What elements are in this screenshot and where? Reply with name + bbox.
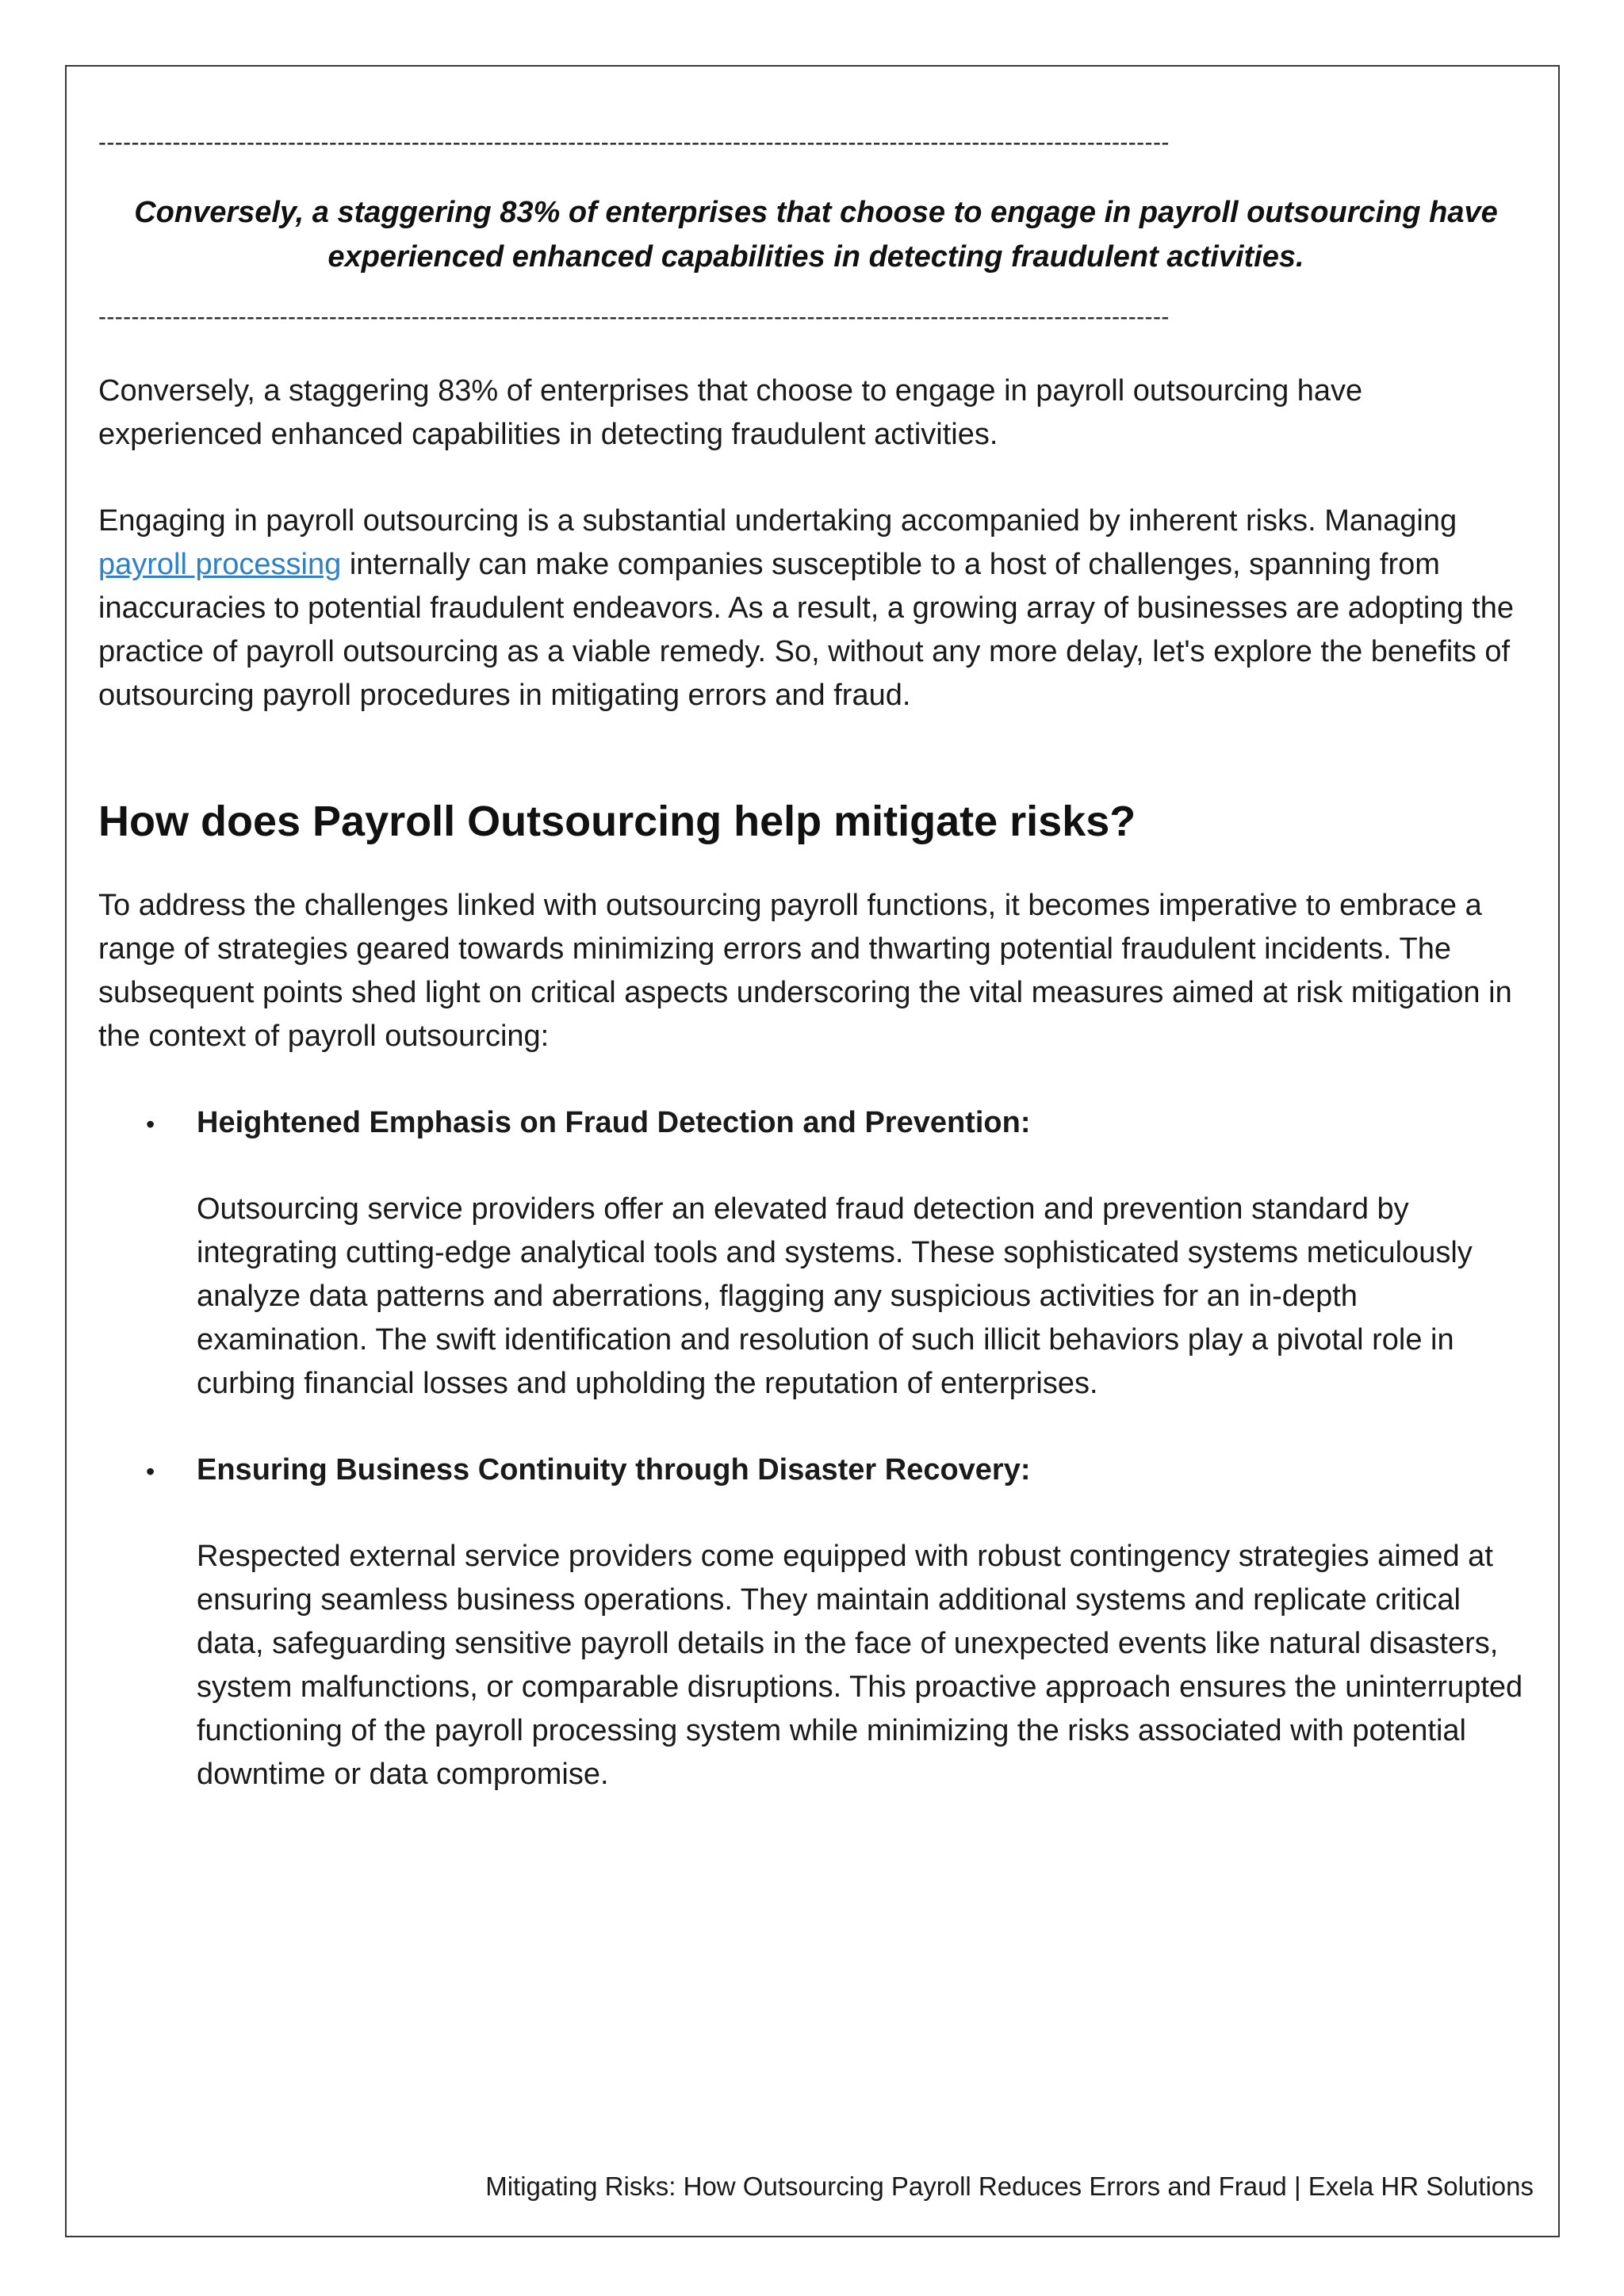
section-intro-paragraph: To address the challenges linked with outsourcing payroll functions, it becomes imperative to embrace a range of strategies geared towards minimizing errors and thwarting potential fraudulent incidents. The subsequent points shed light on critical aspects underscoring the vital measures aimed at risk mitigation in the context of payroll outsourcing: (98, 889, 1512, 1053)
risk-paragraph-text-after: internally can make companies susceptible to a host of challenges, spanning from inaccuracies to potential fraudulent endeavors. As a result, a growing array of businesses are adopting the practice of payroll outsourcing as a viable remedy. So, without any more delay, let's explore the benefits of outsourcing payroll procedures in mitigating errors and fraud. (98, 548, 1514, 712)
list-item (98, 1448, 1534, 1797)
list-item (98, 1101, 1534, 1406)
key-points-list (98, 1101, 1534, 1797)
bullet-icon: • (146, 1110, 155, 1138)
section-heading: How does Payroll Outsourcing help mitigate risks? (98, 798, 1136, 845)
separator-line-bottom: ---------------------------------------------------------------------------------------------------------------------------------- (98, 304, 1170, 330)
risk-paragraph-text-before: Engaging in payroll outsourcing is a substantial undertaking accompanied by inherent risks. Managing (98, 504, 1457, 538)
intro-paragraph: Conversely, a staggering 83% of enterprises that choose to engage in payroll outsourcing have experienced enhanced capabilities in detecting fraudulent activities. (98, 374, 1363, 451)
separator-line-top: ---------------------------------------------------------------------------------------------------------------------------------- (98, 129, 1170, 155)
payroll-processing-link[interactable]: payroll processing (98, 548, 342, 581)
pull-quote: Conversely, a staggering 83% of enterprises that choose to engage in payroll outsourcing have experienced enhanced capabilities in detecting fraudulent activities. (134, 196, 1498, 274)
point-title: Ensuring Business Continuity through Disaster Recovery: (197, 1453, 1031, 1487)
document-content (98, 127, 1534, 1839)
point-body: Outsourcing service providers offer an elevated fraud detection and prevention standard by integrating cutting-edge analytical tools and systems. These sophisticated systems meticulously analyze data patterns and aberrations, flagging any suspicious activities for an in-depth examination. The swift identification and resolution of such illicit behaviors play a pivotal role in curbing financial losses and upholding the reputation of enterprises. (197, 1192, 1473, 1400)
point-body: Respected external service providers come equipped with robust contingency strategies aimed at ensuring seamless business operations. They maintain additional systems and replicate critical data, safeguarding sensitive payroll details in the face of unexpected events like natural disasters, system malfunctions, or comparable disruptions. This proactive approach ensures the uninterrupted functioning of the payroll processing system while minimizing the risks associated with potential downtime or data compromise. (197, 1540, 1523, 1791)
bullet-icon: • (146, 1457, 155, 1486)
page-footer: Mitigating Risks: How Outsourcing Payroll Reduces Errors and Fraud | Exela HR Solutions (485, 2172, 1534, 2201)
point-title: Heightened Emphasis on Fraud Detection and Prevention: (197, 1106, 1031, 1139)
risk-paragraph (98, 499, 1534, 718)
